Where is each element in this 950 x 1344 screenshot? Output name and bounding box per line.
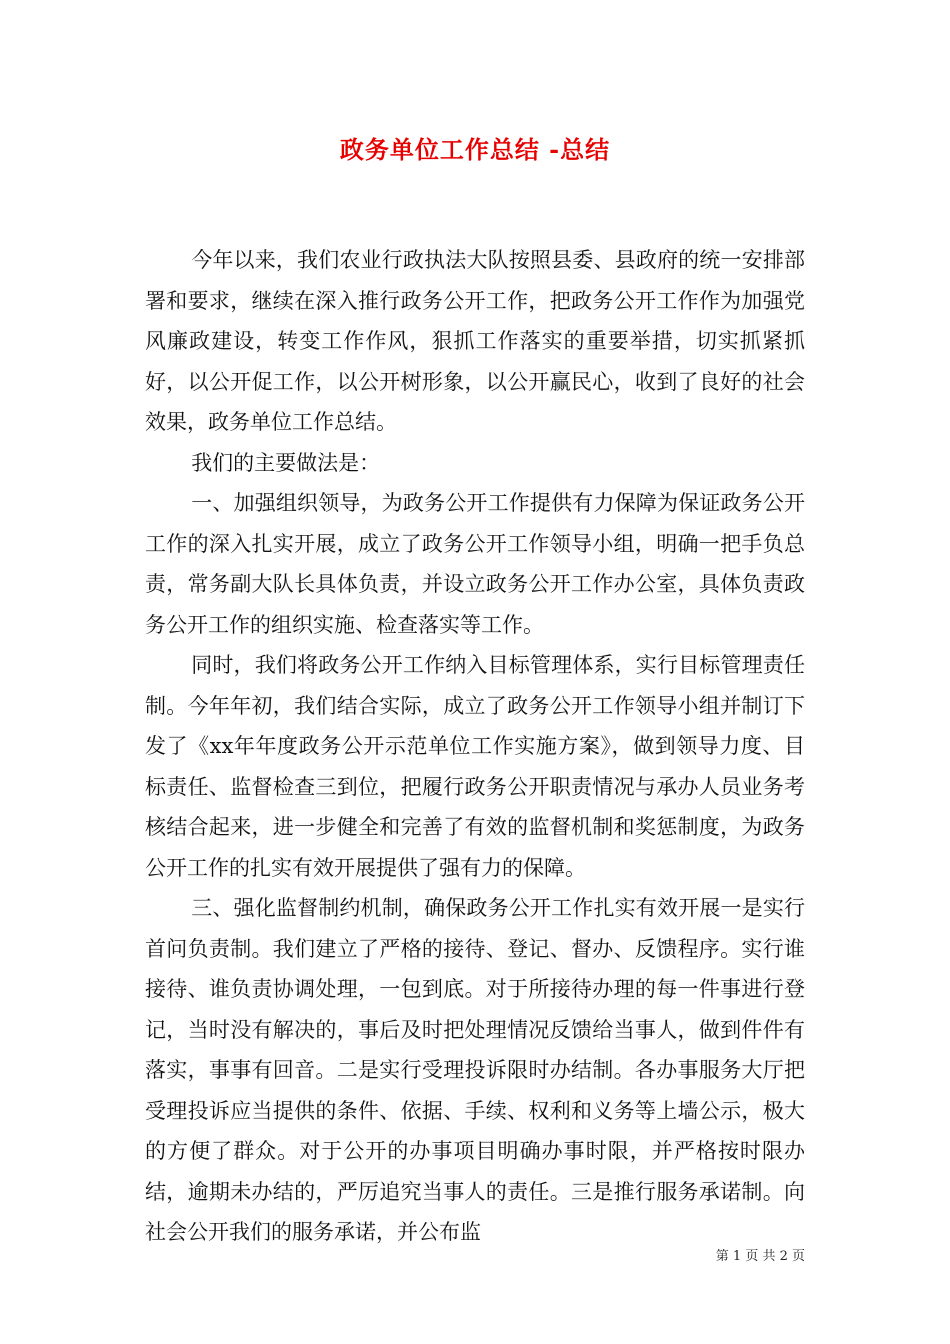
page-number: 第 1 页 共 2 页 — [715, 1249, 805, 1264]
page-title: 政务单位工作总结 -总结 — [339, 135, 611, 164]
paragraph: 一、加强组织领导，为政务公开工作提供有力保障为保证政务公开工作的深入扎实开展，成立了政务公开工作领导小组，明确一把手负总责，常务副大队长具体负责，并设立政务公开工作办公室，具体负责政务公开工作的组织实施、检查落实等工作。 — [145, 491, 805, 637]
paragraph: 三、强化监督制约机制，确保政务公开工作扎实有效开展一是实行首问负责制。我们建立了严格的接待、登记、督办、反馈程序。实行谁接待、谁负责协调处理，一包到底。对于所接待办理的每一件事进行登记，当时没有解决的，事后及时把处理情况反馈给当事人，做到件件有落实，事事有回音。二是实行受理投诉限时办结制。各办事服务大厅把受理投诉应当提供的条件、依据、手续、权利和义务等上墙公示，极大的方便了群众。对于公开的办事项目明确办事时限，并严格按时限办结，逾期未办结的，严厉追究当事人的责任。三是推行服务承诺制。向社会公开我们的服务承诺，并公布监 — [145, 896, 805, 1244]
paragraph: 同时，我们将政务公开工作纳入目标管理体系，实行目标管理责任制。今年年初，我们结合实际，成立了政务公开工作领导小组并制订下发了《xx年年度政务公开示范单位工作实施方案》，做到领导力度、目标责任、监督检查三到位，把履行政务公开职责情况与承办人员业务考核结合起来，进一步健全和完善了有效的监督机制和奖惩制度，为政务公开工作的扎实有效开展提供了强有力的保障。 — [145, 653, 805, 880]
paragraph: 今年以来，我们农业行政执法大队按照县委、县政府的统一安排部署和要求，继续在深入推行政务公开工作，把政务公开工作作为加强党风廉政建设，转变工作作风，狠抓工作落实的重要举措，切实抓紧抓好，以公开促工作，以公开树形象，以公开赢民心，收到了良好的社会效果，政务单位工作总结。 — [145, 248, 805, 434]
paragraph: 我们的主要做法是： — [191, 450, 381, 475]
document-body — [145, 240, 805, 1253]
